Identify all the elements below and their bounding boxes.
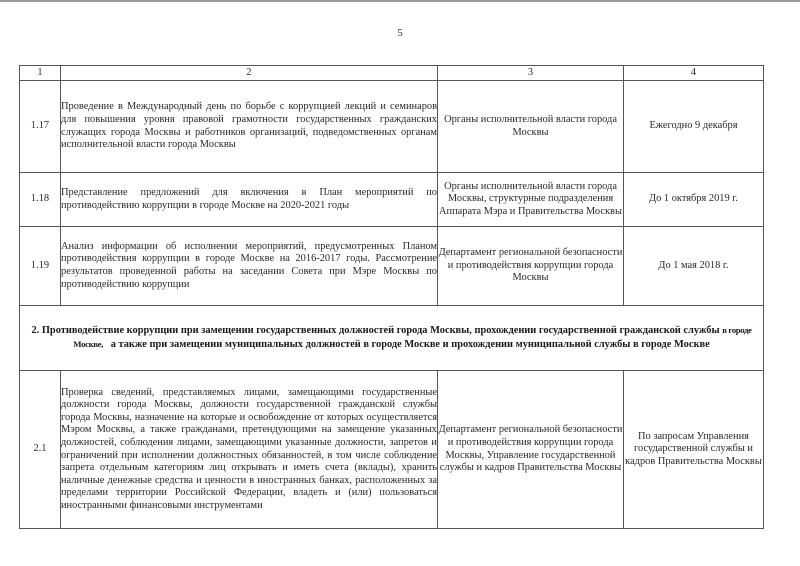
column-number-header-row bbox=[20, 66, 764, 81]
item-deadline: До 1 мая 2018 г. bbox=[624, 227, 764, 306]
item-executor: Органы исполнительной власти города Москвы, структурные подразделения Аппарата Мэра и Правительства Москвы bbox=[438, 173, 624, 227]
item-executor: Департамент региональной безопасности и противодействия коррупции города Москвы, Управление государственной службы и кадров Правительства Москвы bbox=[438, 371, 624, 529]
section-heading-part2: а также при замещении муниципальных должностей в городе Москве и прохождении муниципальной службы в городе Москве bbox=[110, 339, 710, 350]
table-row-2-1 bbox=[20, 371, 764, 529]
section-heading-row bbox=[20, 306, 764, 371]
page-number: 5 bbox=[397, 27, 403, 39]
item-executor: Органы исполнительной власти города Москвы bbox=[438, 81, 624, 173]
table-row-1-18 bbox=[20, 173, 764, 227]
table-row-1-19 bbox=[20, 227, 764, 306]
column-header-1: 1 bbox=[20, 66, 61, 81]
section-2-heading bbox=[20, 306, 764, 371]
item-number: 1.19 bbox=[20, 227, 61, 306]
item-number: 1.18 bbox=[20, 173, 61, 227]
item-deadline: По запросам Управления государственной службы и кадров Правительства Москвы bbox=[624, 371, 764, 529]
section-heading-inserted-text: в городе Москве, bbox=[73, 325, 752, 349]
item-description: Проверка сведений, представляемых лицами, замещающими государственные должности города Москвы, должности государственной гражданской службы города Москвы, назначение на которые и освобождение от которых осуществляется Мэром Москвы, а также гражданами, претендующими на замещение указанных должностей, соблюдения лицами, замещающими указанные должности, запретов и ограничений при исполнении должностных обязанностей, в том числе соблюдение запрета отдельным категориям лиц открывать и иметь счета (вклады), хранить наличные денежные средства и ценности в иностранных банках, расположенных за пределами территории Российской Федерации, владеть и (или) пользоваться иностранными финансовыми инструментами bbox=[61, 371, 438, 529]
column-header-4: 4 bbox=[624, 66, 764, 81]
column-header-3: 3 bbox=[438, 66, 624, 81]
item-deadline: Ежегодно 9 декабря bbox=[624, 81, 764, 173]
section-heading-part1: 2. Противодействие коррупции при замещении государственных должностей города Москвы, прохождении государственной гражданской службы bbox=[31, 325, 720, 337]
anticorruption-plan-table bbox=[19, 65, 764, 529]
table-row-1-17 bbox=[20, 81, 764, 173]
item-deadline: До 1 октября 2019 г. bbox=[624, 173, 764, 227]
item-description: Анализ информации об исполнении мероприятий, предусмотренных Планом противодействия коррупции в городе Москве на 2016-2017 годы. Рассмотрение результатов проведенной работы на заседании Совета при Мэре Москвы по противодействию коррупции bbox=[61, 227, 438, 306]
item-executor: Департамент региональной безопасности и противодействия коррупции города Москвы bbox=[438, 227, 624, 306]
column-header-2: 2 bbox=[61, 66, 438, 81]
item-number: 1.17 bbox=[20, 81, 61, 173]
item-description: Представление предложений для включения в План мероприятий по противодействию коррупции в городе Москве на 2020-2021 годы bbox=[61, 173, 438, 227]
item-number: 2.1 bbox=[20, 371, 61, 529]
scan-top-edge bbox=[0, 0, 800, 2]
item-description: Проведение в Международный день по борьбе с коррупцией лекций и семинаров для повышения уровня правовой грамотности государственных гражданских служащих города Москвы и работников организаций, подведомственных органам исполнительной власти города Москвы bbox=[61, 81, 438, 173]
